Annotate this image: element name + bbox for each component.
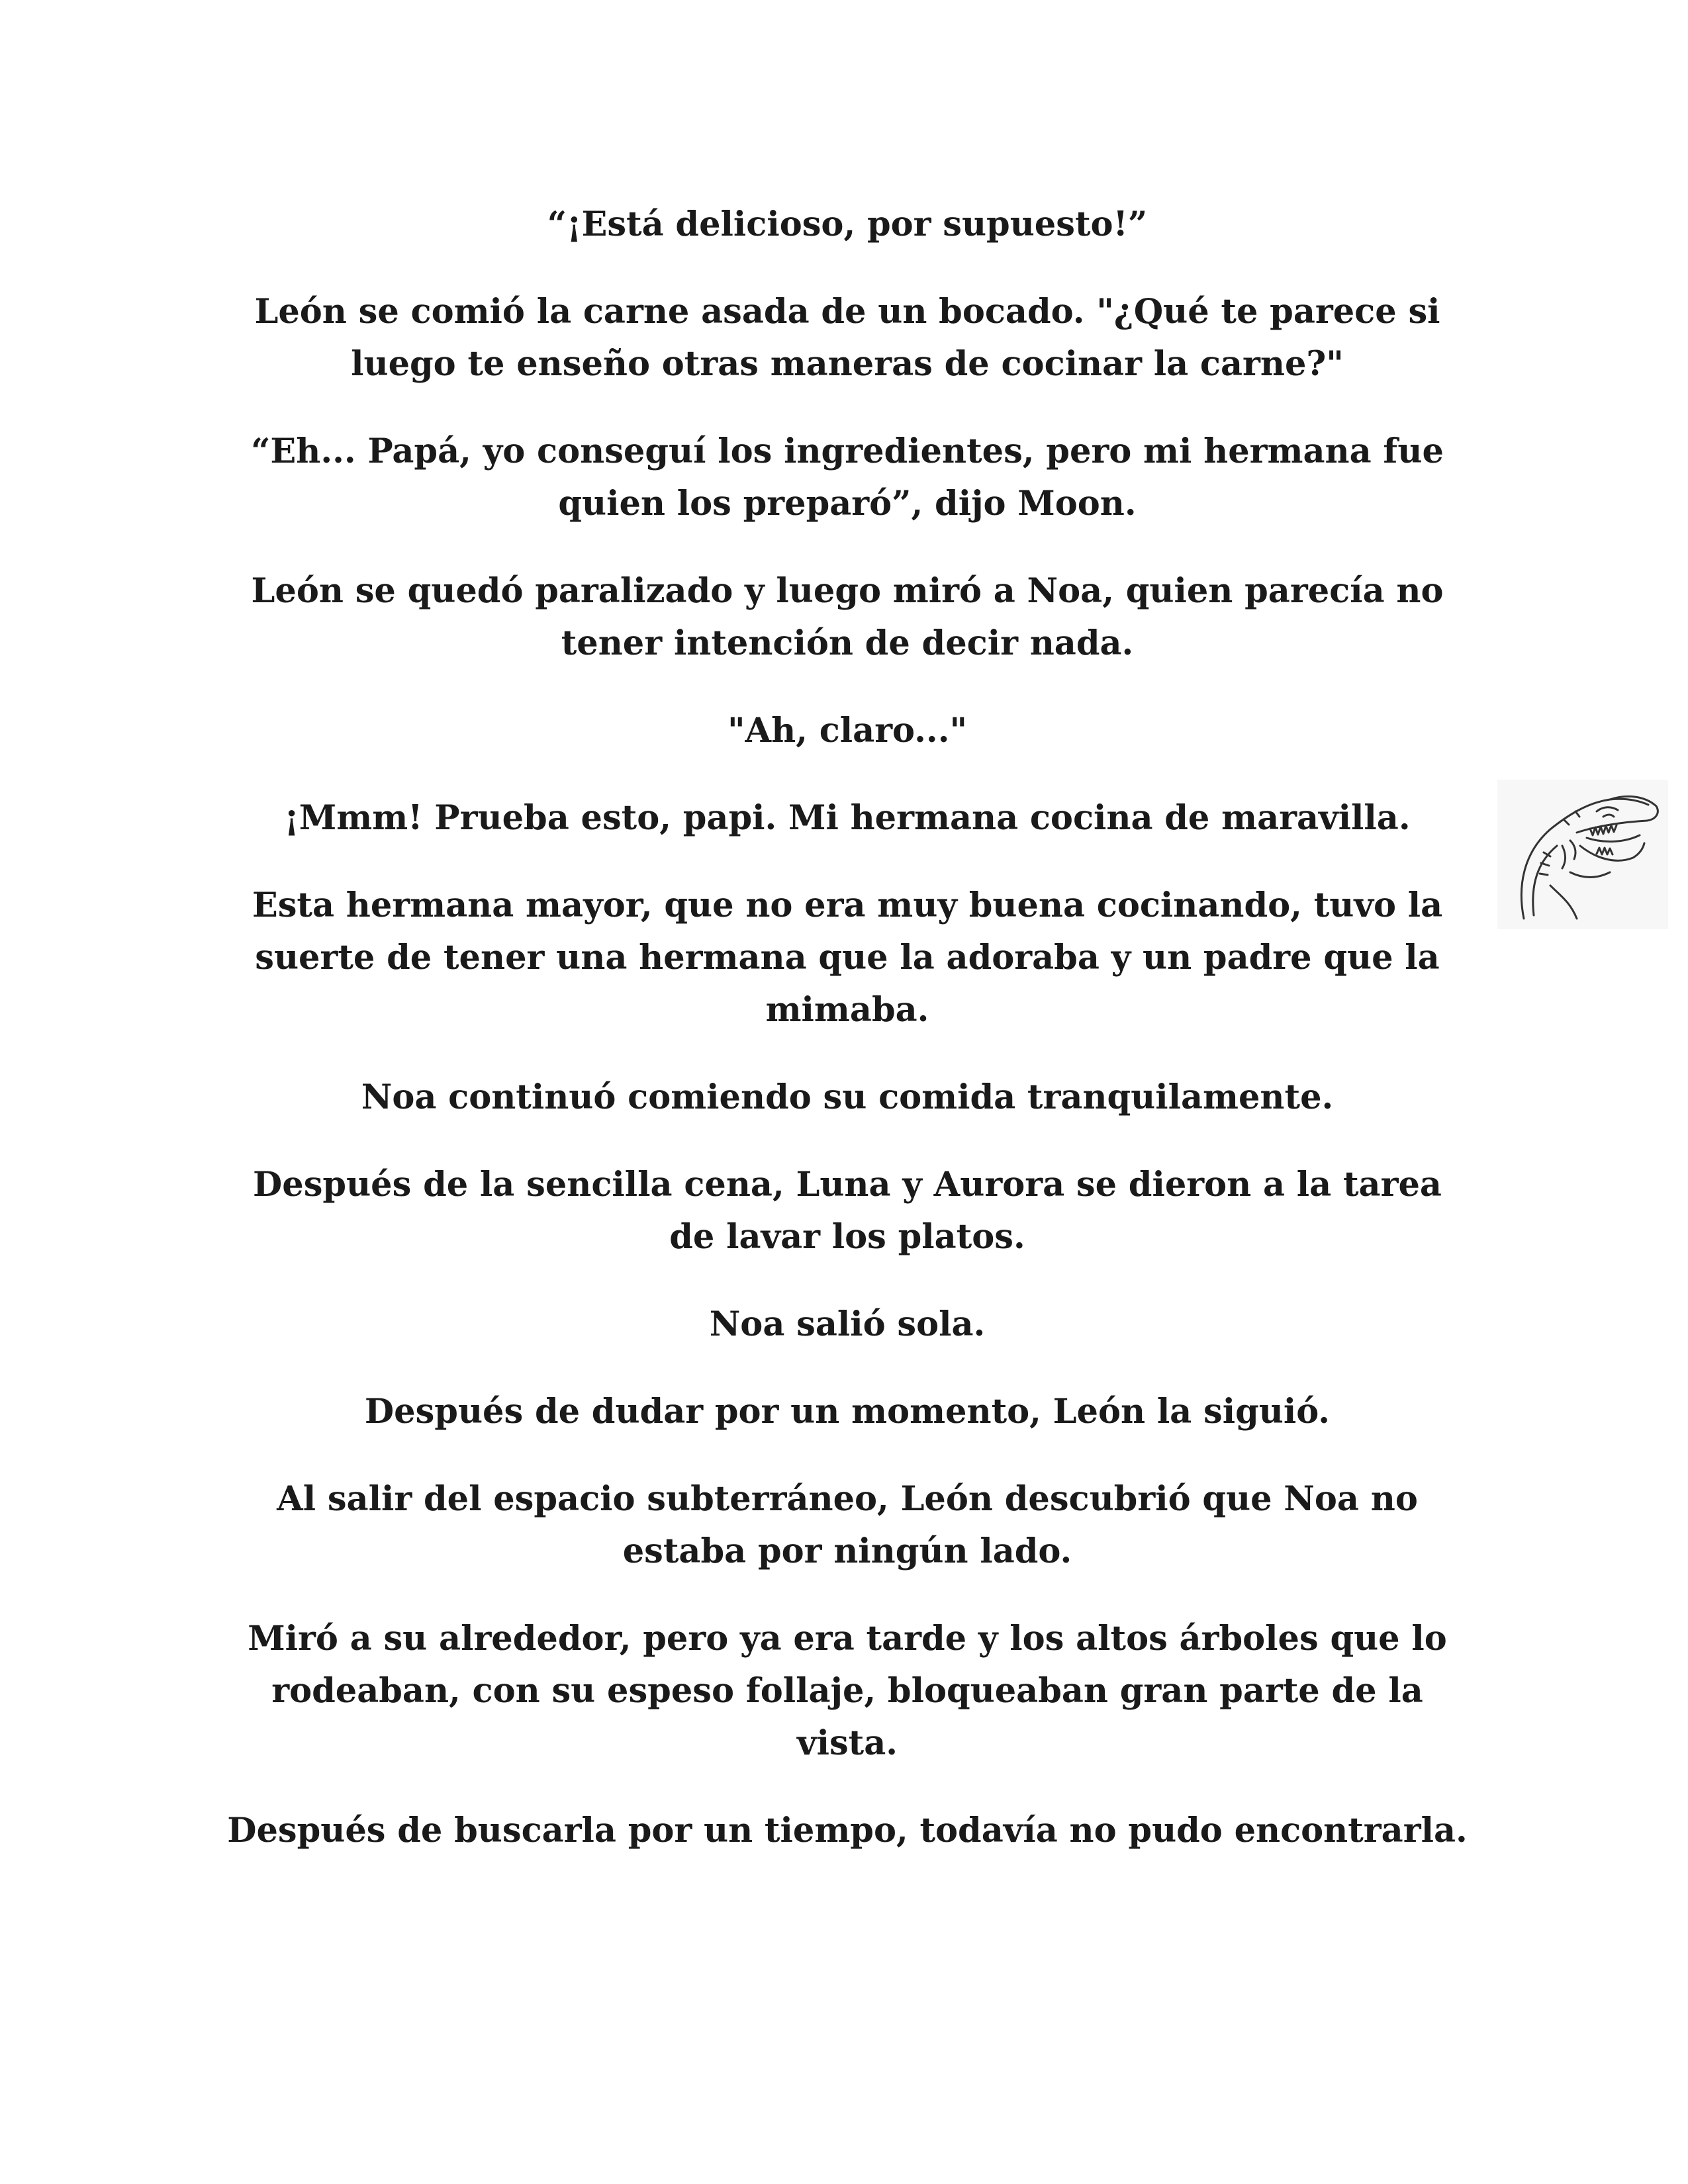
paragraph: “Eh... Papá, yo conseguí los ingredientes, pero mi hermana fue quien los preparó”, dijo Moon. <box>251 432 1444 523</box>
paragraph: Noa continuó comiendo su comida tranquilamente. <box>361 1077 1334 1117</box>
paragraph: León se comió la carne asada de un bocado. "¿Qué te parece si luego te enseño otras maneras de cocinar la carne?" <box>254 292 1440 384</box>
paragraph: Al salir del espacio subterráneo, León descubrió que Noa no estaba por ningún lado. <box>277 1479 1418 1571</box>
paragraph: Noa salió sola. <box>709 1304 986 1344</box>
paragraph: "Ah, claro..." <box>727 711 968 751</box>
paragraph: Después de dudar por un momento, León la siguió. <box>364 1392 1331 1432</box>
dinosaur-sketch-svg <box>1497 780 1668 929</box>
paragraph: Después de buscarla por un tiempo, todavía no pudo encontrarla. <box>227 1811 1468 1850</box>
text-column <box>225 199 1470 1892</box>
paragraph: ¡Mmm! Prueba esto, papi. Mi hermana cocina de maravilla. <box>284 798 1411 838</box>
dinosaur-head-sketch-icon <box>1497 780 1668 929</box>
paragraph: León se quedó paralizado y luego miró a Noa, quien parecía no tener intención de decir nada. <box>251 571 1444 663</box>
paragraph: “¡Está delicioso, por supuesto!” <box>547 205 1148 244</box>
paragraph: Después de la sencilla cena, Luna y Aurora se dieron a la tarea de lavar los platos. <box>253 1165 1442 1257</box>
paragraph: Esta hermana mayor, que no era muy buena cocinando, tuvo la suerte de tener una hermana que la adoraba y un padre que la mimaba. <box>252 886 1443 1030</box>
paragraph: Miró a su alrededor, pero ya era tarde y los altos árboles que lo rodeaban, con su espeso follaje, bloqueaban gran parte de la vista. <box>248 1619 1447 1763</box>
